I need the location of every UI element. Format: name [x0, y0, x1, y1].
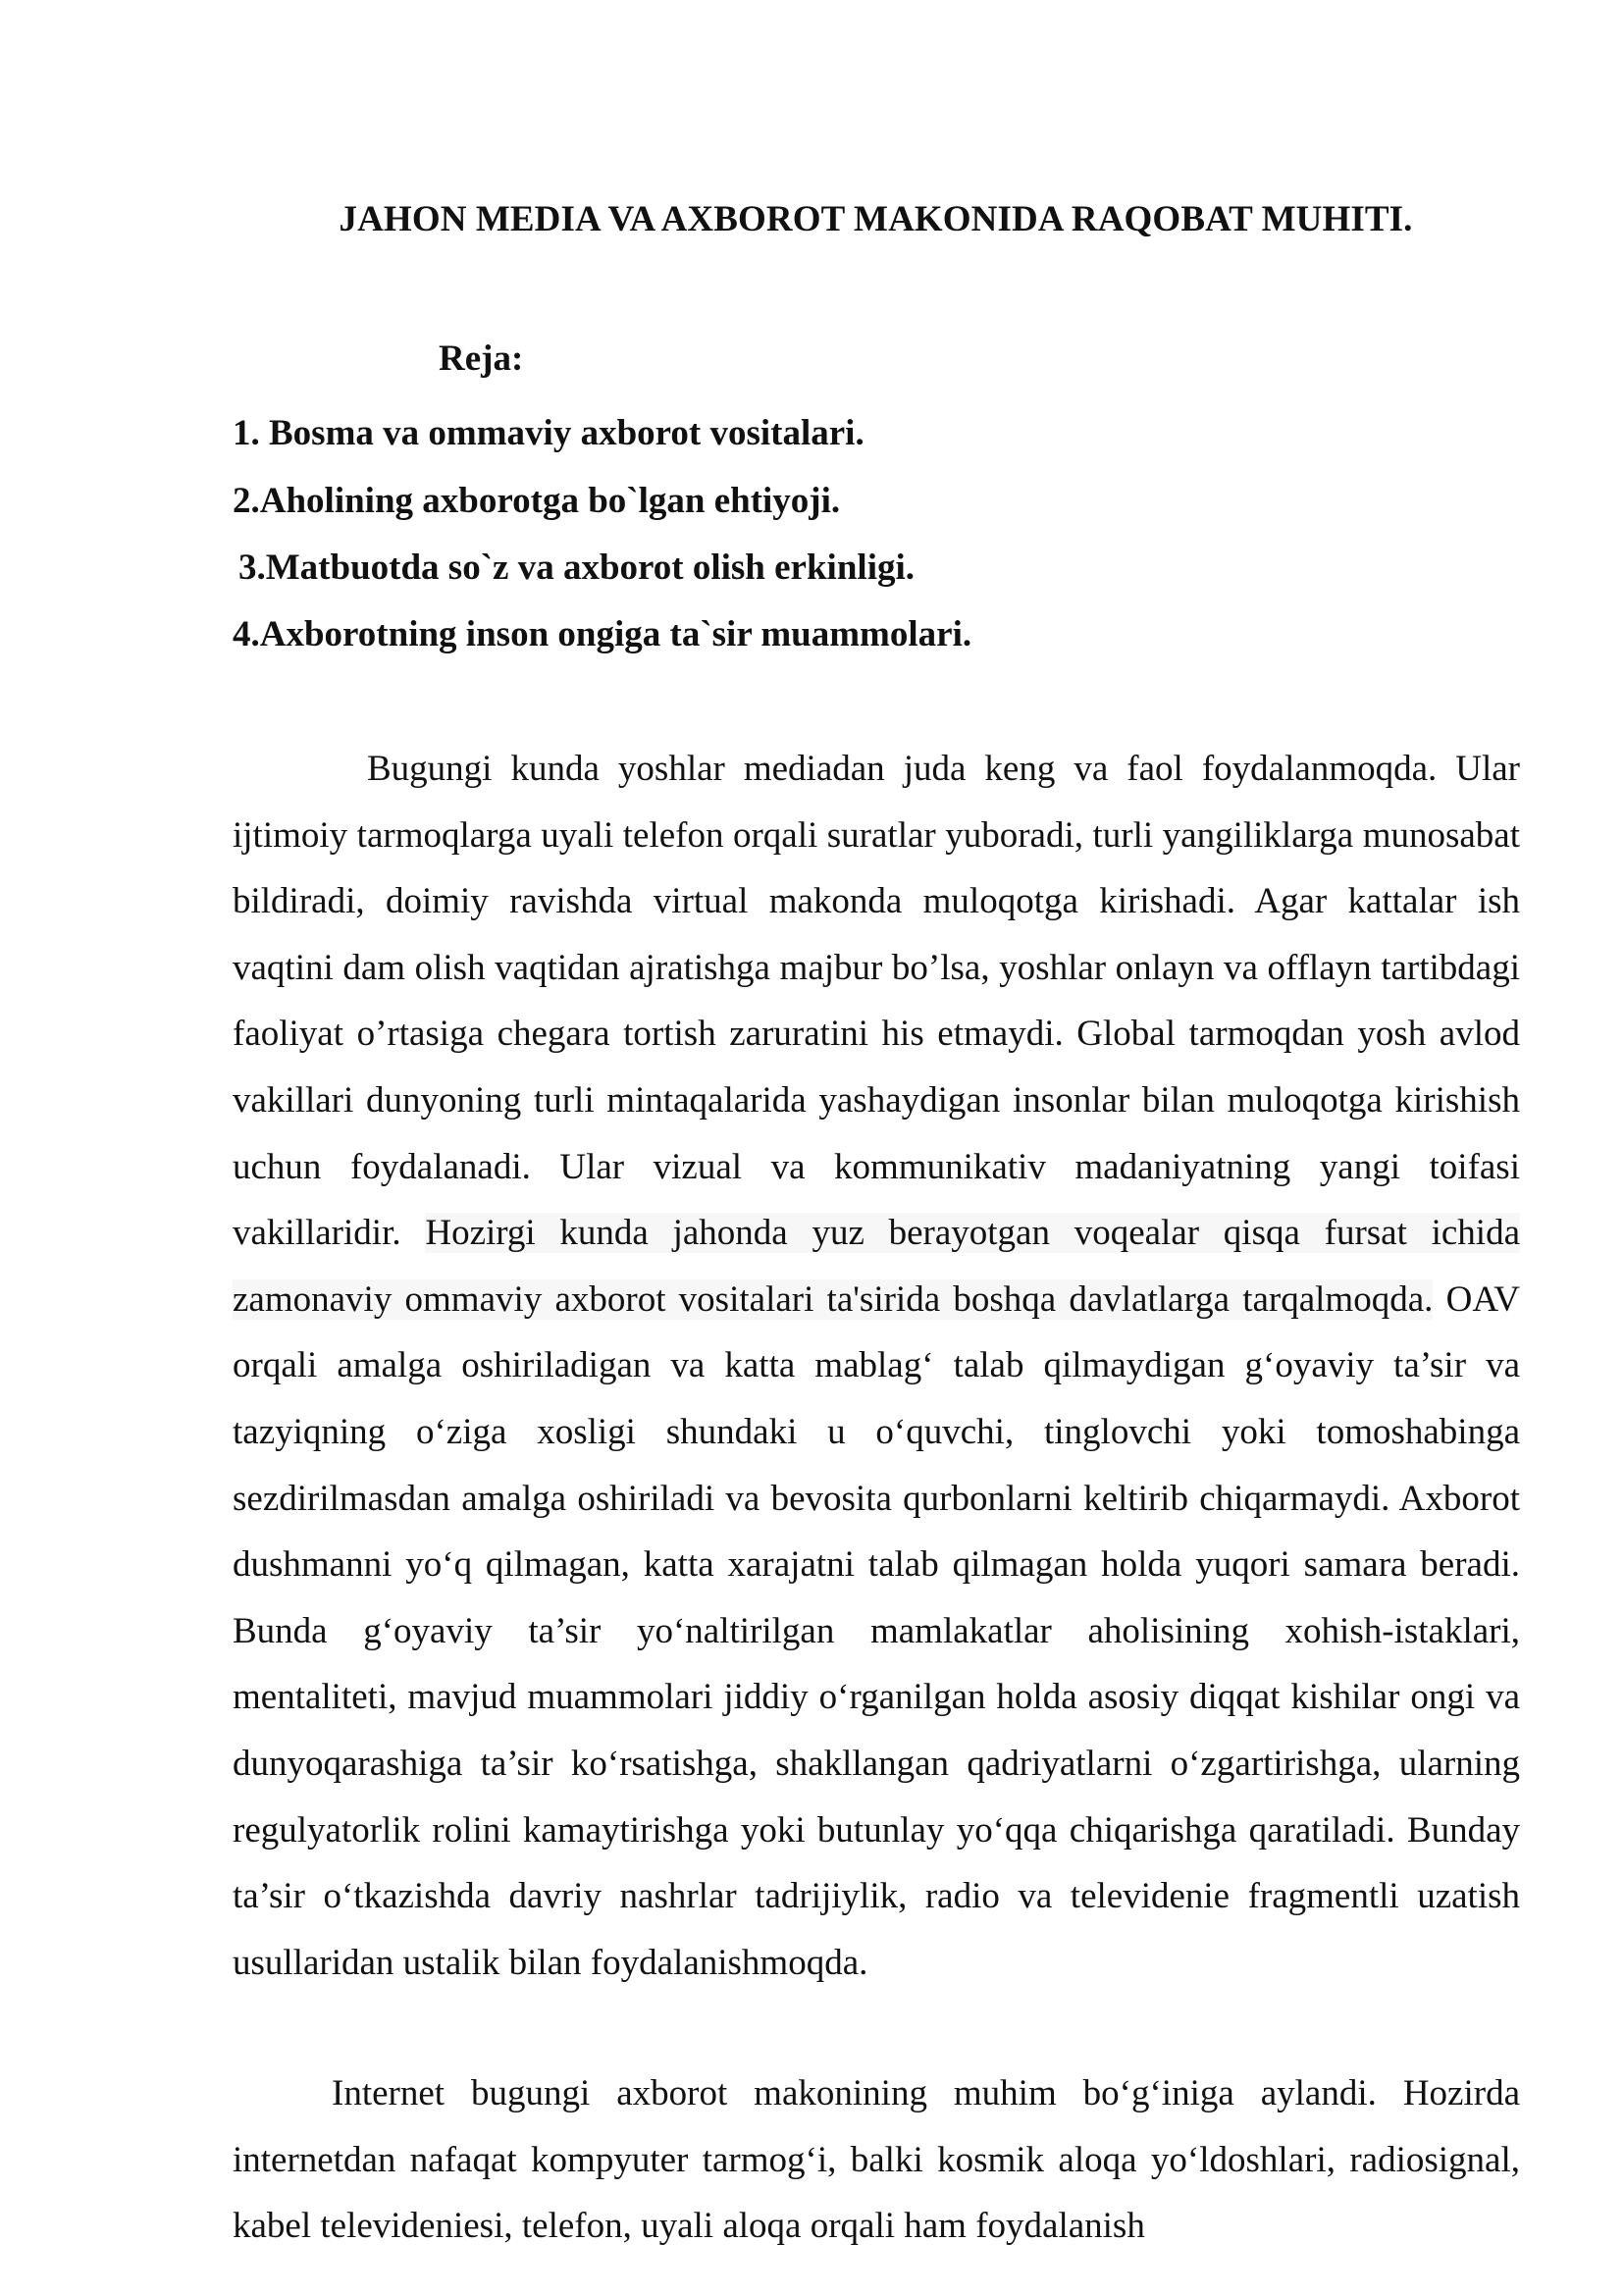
plan-item-4: 4.Axborotning inson ongiga ta`sir muammolari.	[233, 614, 972, 654]
paragraph-1-highlighted-text: Hozirgi kunda jahonda yuz berayotgan voqealar qisqa fursat ichida zamonaviy ommaviy axborot vositalari ta'sirida boshqa davlatlarga tarqalmoqda.	[233, 1213, 1521, 1320]
plan-item-1: 1. Bosma va ommaviy axborot vositalari.	[233, 413, 864, 453]
plan-item-2: 2.Aholining axborotga bo`lgan ehtiyoji.	[233, 481, 841, 521]
plan-heading: Reja:	[439, 339, 524, 379]
body-paragraph-2: Internet bugungi axborot makonining muhim bo‘g‘iniga aylandi. Hozirda internetdan nafaqat kompyuter tarmog‘i, balki kosmik aloqa yo‘ldoshlari, radiosignal, kabel televideniesi, telefon, uyali aloqa orqali ham foydalanish	[233, 2073, 1520, 2247]
document-title: JAHON MEDIA VA AXBOROT MAKONIDA RAQOBAT MUHITI.	[339, 199, 1413, 239]
paragraph-1-text-b: OAV orqali amalga oshiriladigan va katta mablag‘ talab qilmaydigan g‘oyaviy ta’sir va tazyiqning o‘ziga xosligi shundaki u o‘quvchi, tinglovchi yoki tomoshabinga sezdirilmasdan amalga oshiriladi va bevosita qurbonlarni keltirib chiqarmaydi. Axborot dushmanni yo‘q qilmagan, katta xarajatni talab qilmagan holda yuqori samara beradi. Bunda g‘oyaviy ta’sir yo‘naltirilgan mamlakatlar aholisining xohish-istaklari, mentaliteti, mavjud muammolari jiddiy o‘rganilgan holda asosiy diqqat kishilar ongi va dunyoqarashiga ta’sir ko‘rsatishga, shakllangan qadriyatlarni o‘zgartirishga, ularning regulyatorlik rolini kamaytirishga yoki butunlay yo‘qqa chiqarishga qaratiladi. Bunday ta’sir o‘tkazishda davriy nashrlar tadrijiylik, radio va televidenie fragmentli uzatish usullaridan ustalik bilan foydalanishmoqda.	[233, 1278, 1520, 1983]
plan-item-3: 3.Matbuotda so`z va axborot olish erkinligi.	[238, 548, 915, 588]
paragraph-1-text-a: Bugungi kunda yoshlar mediadan juda keng va faol foydalanmoqda. Ular ijtimoiy tarmoqlarga uyali telefon orqali suratlar yuboradi, turli yangiliklarga munosabat bildiradi, doimiy ravishda virtual makonda muloqotga kirishadi. Agar kattalar ish vaqtini dam olish vaqtidan ajratishga majbur bo’lsa, yoshlar onlayn va offlayn tartibdagi faoliyat o’rtasiga chegara tortish zaruratini his etmaydi. Global tarmoqdan yosh avlod vakillari dunyoning turli mintaqalarida yashaydigan insonlar bilan muloqotga kirishish uchun foydalanadi. Ular vizual va kommunikativ madaniyatning yangi toifasi vakillaridir.	[233, 749, 1520, 1254]
body-paragraph-1	[233, 736, 1520, 1996]
